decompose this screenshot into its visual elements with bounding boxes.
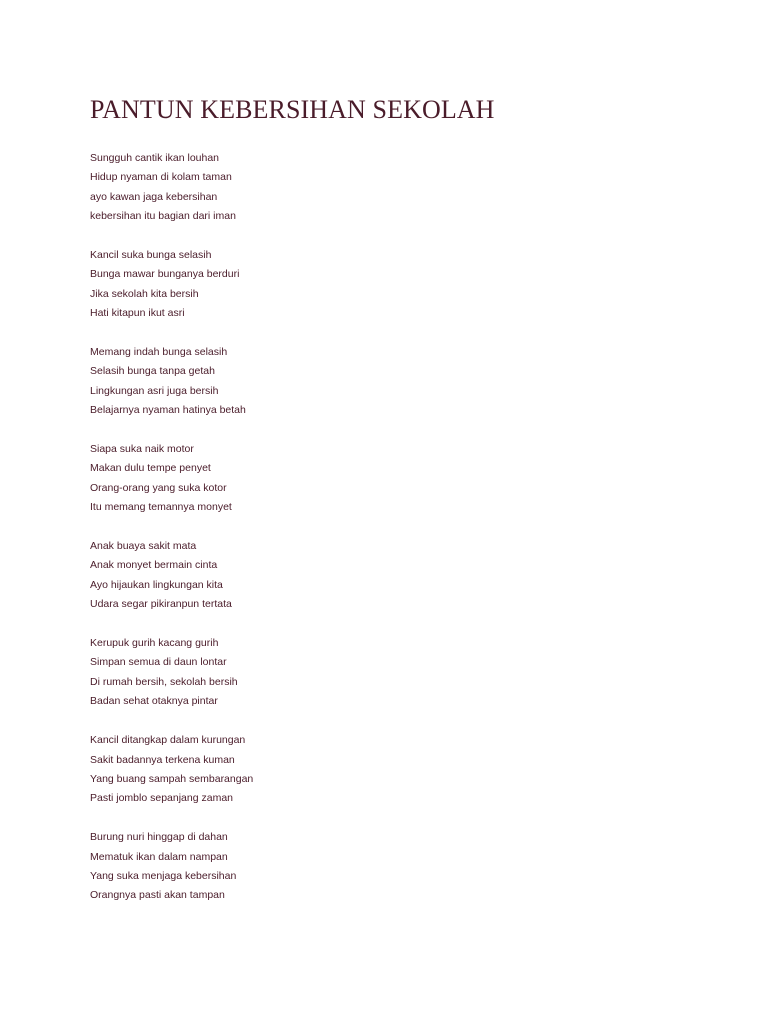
poem-line: kebersihan itu bagian dari iman — [90, 210, 236, 223]
poem-line: Di rumah bersih, sekolah bersih — [90, 675, 238, 688]
poem-line: Ayo hijaukan lingkungan kita — [90, 578, 223, 591]
stanza — [90, 343, 690, 421]
poem-line: Anak monyet bermain cinta — [90, 559, 218, 572]
poem-line: Sungguh cantik ikan louhan — [90, 152, 220, 164]
poem-line: Makan dulu tempe penyet — [90, 462, 211, 475]
stanza — [90, 537, 690, 615]
poem-line: Sakit badannya terkena kuman — [90, 753, 235, 766]
stanza — [90, 828, 690, 906]
poem-line: Orang-orang yang suka kotor — [90, 481, 227, 494]
poem-line: Lingkungan asri juga bersih — [90, 384, 219, 397]
stanza — [90, 634, 690, 712]
poem-line: Hidup nyaman di kolam taman — [90, 171, 232, 184]
poem-line: Kancil suka bunga selasih — [90, 249, 212, 262]
poem-line: Anak buaya sakit mata — [90, 540, 197, 553]
poem-line: Bunga mawar bunganya berduri — [90, 268, 240, 281]
poem-line: Udara segar pikiranpun tertata — [90, 598, 232, 611]
stanza — [90, 149, 690, 227]
poem-line: Belajarnya nyaman hatinya betah — [90, 404, 246, 417]
poem-line: ayo kawan jaga kebersihan — [90, 190, 218, 203]
poem-line: Badan sehat otaknya pintar — [90, 695, 218, 708]
poem-line: Yang buang sampah sembarangan — [90, 772, 254, 785]
poem-line: Siapa suka naik motor — [90, 443, 194, 456]
poem-line: Hati kitapun ikut asri — [90, 307, 185, 320]
stanza — [90, 440, 690, 518]
document-title: PANTUN KEBERSIHAN SEKOLAH — [90, 95, 495, 124]
poem-line: Mematuk ikan dalam nampan — [90, 850, 228, 863]
poem-line: Kancil ditangkap dalam kurungan — [90, 734, 246, 747]
poem-body — [90, 149, 690, 925]
poem-line: Selasih bunga tanpa getah — [90, 365, 215, 378]
stanza — [90, 731, 690, 809]
poem-line: Burung nuri hinggap di dahan — [90, 831, 228, 844]
poem-line: Jika sekolah kita bersih — [90, 287, 199, 300]
poem-line: Itu memang temannya monyet — [90, 501, 232, 514]
poem-line: Orangnya pasti akan tampan — [90, 889, 225, 902]
poem-line: Simpan semua di daun lontar — [90, 656, 227, 669]
poem-line: Kerupuk gurih kacang gurih — [90, 637, 219, 650]
poem-line: Yang suka menjaga kebersihan — [90, 869, 237, 882]
stanza — [90, 246, 690, 324]
poem-line: Memang indah bunga selasih — [90, 346, 228, 359]
poem-line: Pasti jomblo sepanjang zaman — [90, 792, 234, 805]
